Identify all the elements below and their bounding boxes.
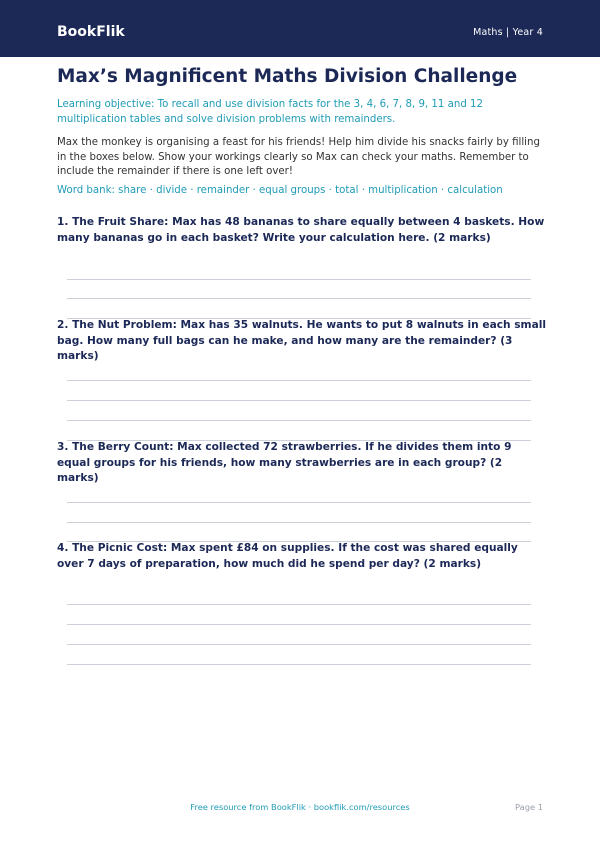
question-1: 1. The Fruit Share: Max has 48 bananas to share equally between 4 baskets. How many bananas go in each basket? Write your calculation here. (2 marks) xyxy=(57,216,545,244)
page-number: Page 1 xyxy=(514,802,543,812)
answer-line[interactable] xyxy=(67,664,531,665)
brand-logo[interactable]: BookFlik xyxy=(57,24,125,40)
subject-year-label: Maths | Year 4 xyxy=(473,27,543,38)
answer-line[interactable] xyxy=(67,420,531,421)
learning-objective: Learning objective: To recall and use division facts for the 3, 4, 6, 7, 8, 9, 11 and 12 multiplication tables and solve division problems with remainders. xyxy=(57,99,483,125)
answer-line[interactable] xyxy=(67,604,531,605)
question-4: 4. The Picnic Cost: Max spent £84 on supplies. If the cost was shared equally over 7 days of preparation, how much did he spend per day? (2 marks) xyxy=(57,542,518,570)
word-bank: Word bank: share · divide · remainder · equal groups · total · multiplication · calculation xyxy=(57,185,503,196)
answer-line[interactable] xyxy=(67,502,531,503)
answer-line[interactable] xyxy=(67,522,531,523)
page-header xyxy=(0,0,600,57)
answer-line[interactable] xyxy=(67,298,531,299)
answer-line[interactable] xyxy=(67,644,531,645)
answer-line[interactable] xyxy=(67,279,531,280)
intro-paragraph: Max the monkey is organising a feast for his friends! Help him divide his snacks fairly by filling in the boxes below. Show your workings clearly so Max can check your maths. Remember to include the remainder if there is one left over! xyxy=(57,137,540,177)
question-3: 3. The Berry Count: Max collected 72 strawberries. If he divides them into 9 equal groups for his friends, how many strawberries are in each group? (2 marks) xyxy=(57,441,512,484)
question-2: 2. The Nut Problem: Max has 35 walnuts. He wants to put 8 walnuts in each small bag. How many full bags can he make, and how many are the remainder? (3 marks) xyxy=(57,319,546,362)
footer-credit[interactable]: Free resource from BookFlik · bookflik.com/resources xyxy=(190,802,410,812)
worksheet-title: Max’s Magnificent Maths Division Challenge xyxy=(57,66,518,87)
answer-line[interactable] xyxy=(67,624,531,625)
answer-line[interactable] xyxy=(67,400,531,401)
answer-line[interactable] xyxy=(67,380,531,381)
